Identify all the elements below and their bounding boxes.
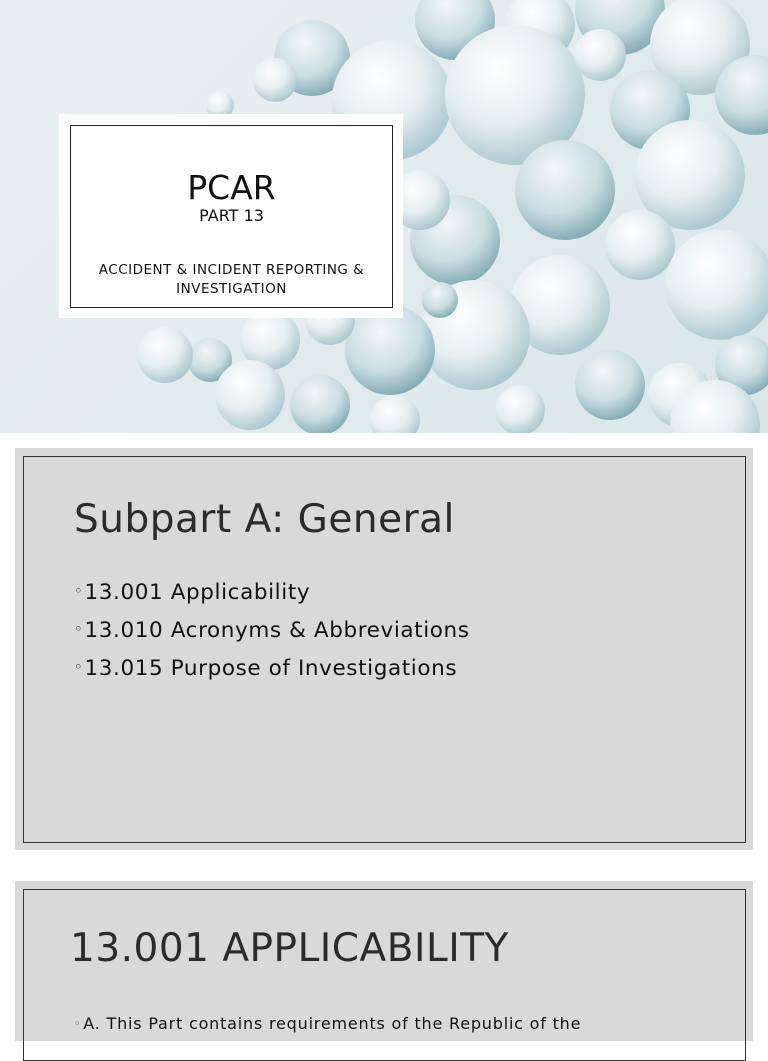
slide-frame bbox=[23, 456, 746, 843]
slide-title: PCAR bbox=[187, 168, 276, 207]
list-item-text: 13.010 Acronyms & Abbreviations bbox=[84, 618, 470, 643]
title-frame bbox=[70, 125, 393, 308]
list-item bbox=[74, 649, 470, 687]
list-item bbox=[74, 611, 470, 649]
applicability-slide bbox=[15, 881, 753, 1041]
bullet-icon: ◦ bbox=[74, 1017, 82, 1030]
subpart-a-slide bbox=[15, 448, 753, 850]
bullet-icon: ◦ bbox=[74, 582, 84, 600]
slide-caption: ACCIDENT & INCIDENT REPORTING & INVESTIGATION bbox=[98, 262, 365, 297]
slide-subtitle: PART 13 bbox=[199, 206, 264, 225]
slide-heading: 13.001 APPLICABILITY bbox=[70, 926, 509, 971]
slide-heading: Subpart A: General bbox=[74, 497, 455, 542]
title-slide bbox=[0, 0, 768, 433]
title-card bbox=[59, 114, 403, 318]
body-text: A. This Part contains requirements of the Republic of the bbox=[83, 1014, 582, 1033]
bullet-icon: ◦ bbox=[74, 620, 84, 638]
bullet-list bbox=[74, 573, 470, 687]
slide-frame bbox=[23, 889, 746, 1061]
list-item-text: 13.001 Applicability bbox=[84, 580, 311, 605]
bullet-icon: ◦ bbox=[74, 658, 84, 676]
list-item-text: 13.015 Purpose of Investigations bbox=[84, 656, 458, 681]
list-item bbox=[74, 573, 470, 611]
